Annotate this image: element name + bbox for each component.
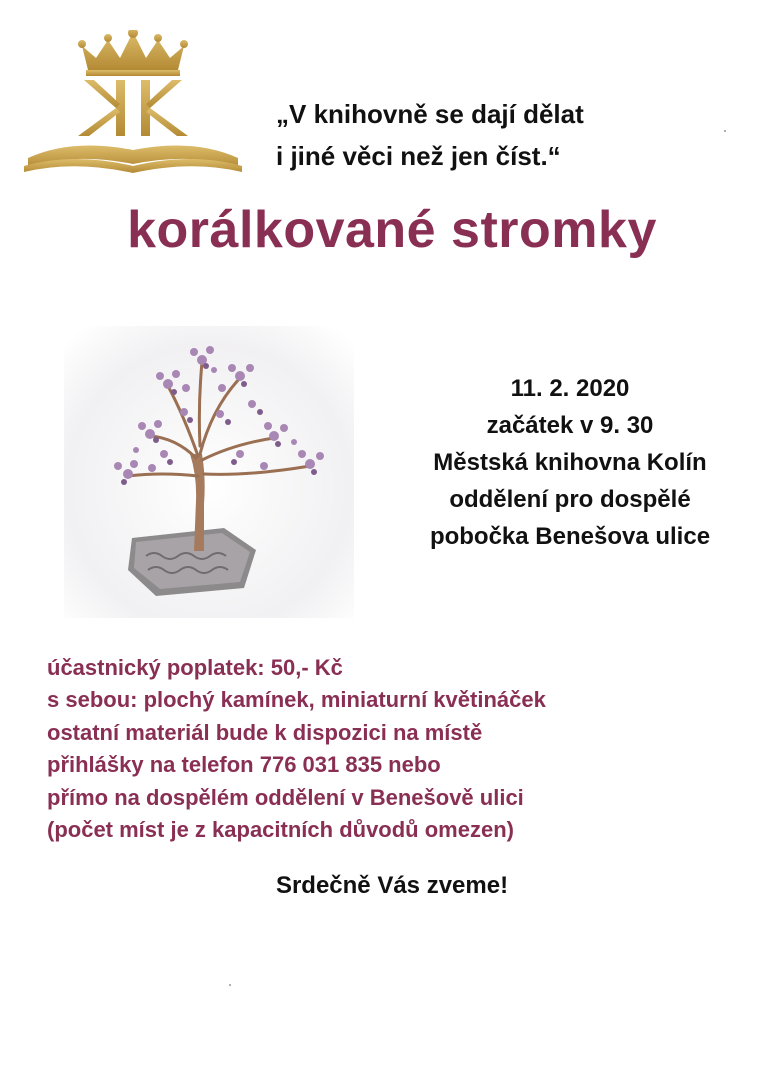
info-registration-phone: přihlášky na telefon 776 031 835 nebo — [47, 752, 441, 778]
event-department: oddělení pro dospělé — [449, 486, 691, 513]
motto-line-1: „V knihovně se dají dělat — [276, 99, 584, 129]
closing-invitation: Srdečně Vás zveme! — [275, 872, 509, 899]
info-registration-place: přímo na dospělém oddělení v Benešově ulici — [47, 784, 524, 810]
event-branch: pobočka Benešova ulice — [429, 523, 711, 550]
motto — [276, 93, 756, 177]
info-capacity-note: (počet míst je z kapacitních důvodů omezen) — [47, 817, 514, 843]
library-logo-icon — [22, 30, 244, 175]
beaded-tree-photo — [64, 326, 354, 618]
page-title: korálkované stromky — [127, 201, 657, 259]
event-details — [360, 370, 780, 555]
info-materials: ostatní materiál bude k dispozici na místě — [47, 719, 483, 745]
decorative-speck — [724, 130, 726, 132]
info-bring: s sebou: plochý kamínek, miniaturní květináček — [47, 687, 546, 713]
event-start-time: začátek v 9. 30 — [486, 412, 654, 439]
info-block — [47, 652, 767, 846]
event-library: Městská knihovna Kolín — [433, 449, 707, 476]
event-date: 11. 2. 2020 — [510, 375, 630, 402]
info-fee: účastnický poplatek: 50,- Kč — [47, 655, 343, 680]
decorative-speck — [229, 984, 231, 986]
motto-line-2: i jiné věci než jen číst.“ — [276, 141, 561, 171]
